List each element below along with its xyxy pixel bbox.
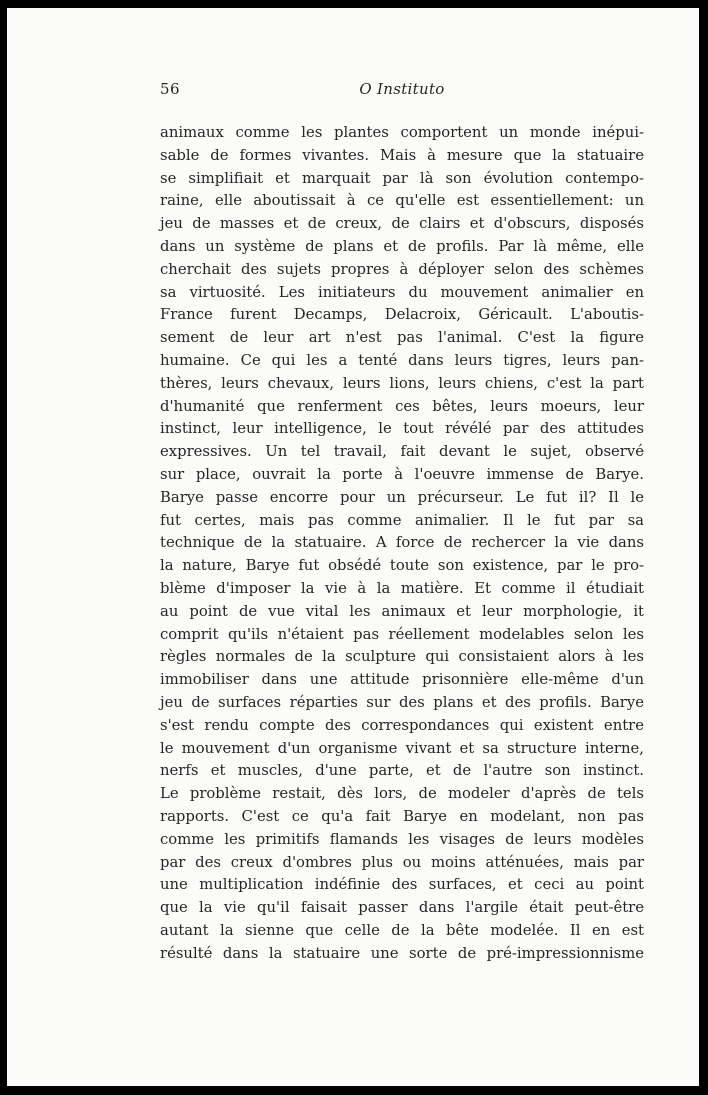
text-line: sement de leur art n'est pas l'animal. C'est la figure: [160, 329, 644, 347]
text-line: résulté dans la statuaire une sorte de pré-impressionnisme: [160, 944, 644, 962]
text-line: se simplifiait et marquait par là son évolution contempo-: [160, 169, 644, 187]
document-page: [7, 8, 699, 1086]
text-line: rapports. C'est ce qu'a fait Barye en modelant, non pas: [160, 807, 644, 825]
text-line: nerfs et muscles, d'une parte, et de l'autre son instinct.: [160, 762, 644, 780]
text-line: thères, leurs chevaux, leurs lions, leurs chiens, c'est la part: [160, 374, 644, 392]
text-line: jeu de surfaces réparties sur des plans et des profils. Barye: [160, 693, 644, 711]
text-line: humaine. Ce qui les a tenté dans leurs tigres, leurs pan-: [160, 351, 644, 369]
text-line: comme les primitifs flamands les visages de leurs modèles: [160, 830, 644, 848]
text-line: s'est rendu compte des correspondances qui existent entre: [160, 716, 644, 734]
text-line: une multiplication indéfinie des surfaces, et ceci au point: [160, 876, 644, 894]
text-line: animaux comme les plantes comportent un monde inépui-: [160, 124, 644, 141]
text-line: d'humanité que renferment ces bêtes, leurs moeurs, leur: [160, 397, 644, 415]
text-line: règles normales de la sculpture qui consistaient alors à les: [160, 648, 644, 666]
text-line: comprit qu'ils n'étaient pas réellement modelables selon les: [160, 625, 644, 643]
body-text: [160, 122, 644, 965]
text-line: sable de formes vivantes. Mais à mesure que la statuaire: [160, 146, 644, 164]
text-line: jeu de masses et de creux, de clairs et d'obscurs, disposés: [160, 215, 644, 233]
page-number: 56: [160, 80, 181, 98]
text-line: sa virtuosité. Les initiateurs du mouvement animalier en: [160, 283, 644, 301]
text-line: raine, elle aboutissait à ce qu'elle est essentiellement: un: [160, 192, 644, 210]
running-title: O Instituto: [359, 80, 445, 98]
text-line: dans un système de plans et de profils. Par là même, elle: [160, 237, 644, 255]
text-line: Le problème restait, dès lors, de modeler d'après de tels: [160, 785, 644, 803]
text-line: au point de vue vital les animaux et leur morphologie, it: [160, 602, 644, 620]
text-line: que la vie qu'il faisait passer dans l'argile était peut-être: [160, 899, 644, 917]
text-line: instinct, leur intelligence, le tout révélé par des attitudes: [160, 420, 644, 438]
text-line: la nature, Barye fut obsédé toute son existence, par le pro-: [160, 557, 644, 575]
text-line: blème d'imposer la vie à la matière. Et comme il étudiait: [160, 579, 644, 597]
text-line: autant la sienne que celle de la bête modelée. Il en est: [160, 921, 644, 939]
page-header: [160, 80, 644, 104]
text-line: expressives. Un tel travail, fait devant le sujet, observé: [160, 443, 644, 461]
text-line: cherchait des sujets propres à déployer selon des schèmes: [160, 260, 644, 278]
text-line: par des creux d'ombres plus ou moins atténuées, mais par: [160, 853, 644, 871]
text-line: Barye passe encorre pour un précurseur. Le fut il? Il le: [160, 488, 644, 506]
text-line: fut certes, mais pas comme animalier. Il le fut par sa: [160, 511, 644, 529]
text-line: sur place, ouvrait la porte à l'oeuvre immense de Barye.: [160, 465, 644, 483]
text-line: technique de la statuaire. A force de rechercer la vie dans: [160, 534, 644, 552]
text-line: immobiliser dans une attitude prisonnière elle-même d'un: [160, 671, 644, 689]
text-line: le mouvement d'un organisme vivant et sa structure interne,: [160, 739, 644, 757]
text-line: France furent Decamps, Delacroix, Géricault. L'aboutis-: [160, 306, 644, 324]
